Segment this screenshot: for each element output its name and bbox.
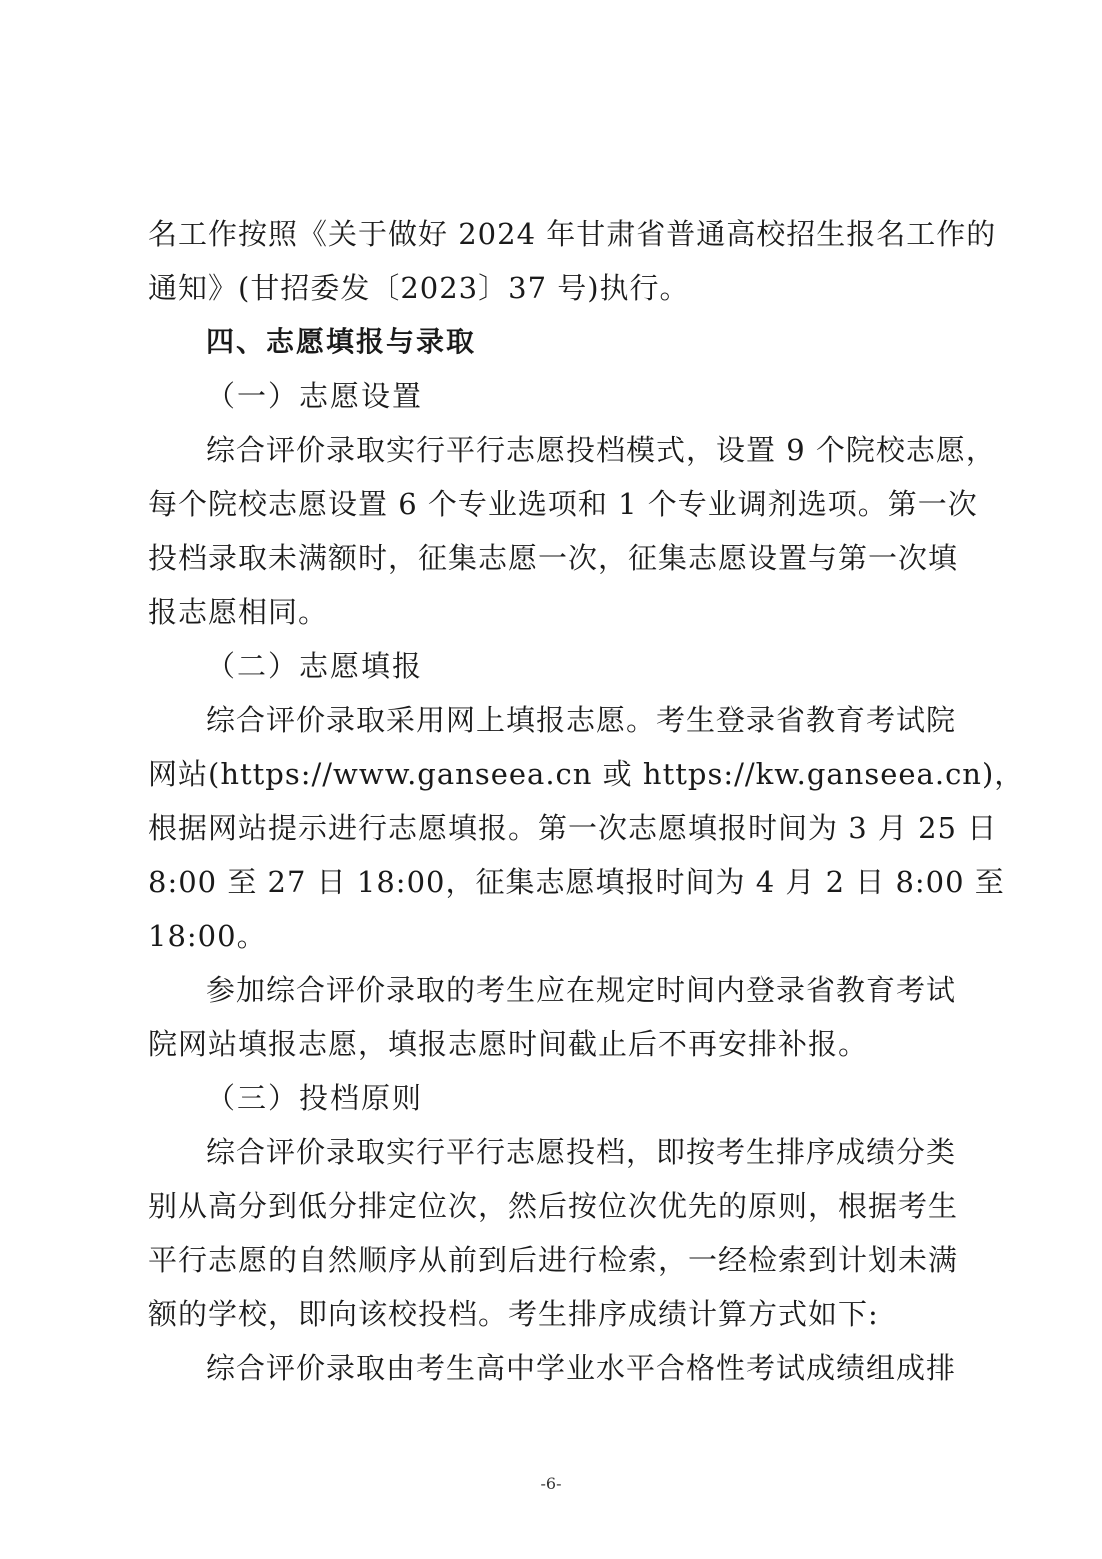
subsection-heading: （二）志愿填报 [206,649,424,683]
paragraph-line: 额的学校，即向该校投档。考生排序成绩计算方式如下: [148,1297,879,1331]
paragraph-line: 院网站填报志愿，填报志愿时间截止后不再安排补报。 [148,1027,869,1061]
subsection-heading: （三）投档原则 [206,1081,424,1115]
paragraph-line: 名工作按照《关于做好 2024 年甘肃省普通高校招生报名工作的 [148,217,997,251]
paragraph-line: 综合评价录取实行平行志愿投档模式，设置 9 个院校志愿， [206,433,996,467]
paragraph-line: 18:00。 [148,919,267,953]
paragraph-line: 平行志愿的自然顺序从前到后进行检索，一经检索到计划未满 [148,1243,959,1277]
paragraph-line: 综合评价录取由考生高中学业水平合格性考试成绩组成排 [206,1351,957,1385]
paragraph-line: 根据网站提示进行志愿填报。第一次志愿填报时间为 3 月 25 日 [148,811,998,845]
document-body [148,207,1025,1395]
paragraph-line: 综合评价录取实行平行志愿投档，即按考生排序成绩分类 [206,1135,957,1169]
paragraph-line: 报志愿相同。 [148,595,329,629]
paragraph-line: 每个院校志愿设置 6 个专业选项和 1 个专业调剂选项。第一次 [148,487,978,521]
paragraph-line: 别从高分到低分排定位次，然后按位次优先的原则，根据考生 [148,1189,959,1223]
paragraph-line: 投档录取未满额时，征集志愿一次，征集志愿设置与第一次填 [148,541,959,575]
section-heading: 四、志愿填报与录取 [206,325,477,358]
paragraph-line: 参加综合评价录取的考生应在规定时间内登录省教育考试 [206,973,957,1007]
paragraph-line: 网站(https://www.ganseea.cn 或 https://kw.ganseea.cn)， [148,757,1025,791]
page-number: -6- [540,1474,562,1493]
subsection-heading: （一）志愿设置 [206,379,424,413]
paragraph-line: 通知》(甘招委发〔2023〕37 号)执行。 [148,271,690,305]
paragraph-line: 8:00 至 27 日 18:00，征集志愿填报时间为 4 月 2 日 8:00 至 [148,865,1005,899]
paragraph-line: 综合评价录取采用网上填报志愿。考生登录省教育考试院 [206,703,957,737]
